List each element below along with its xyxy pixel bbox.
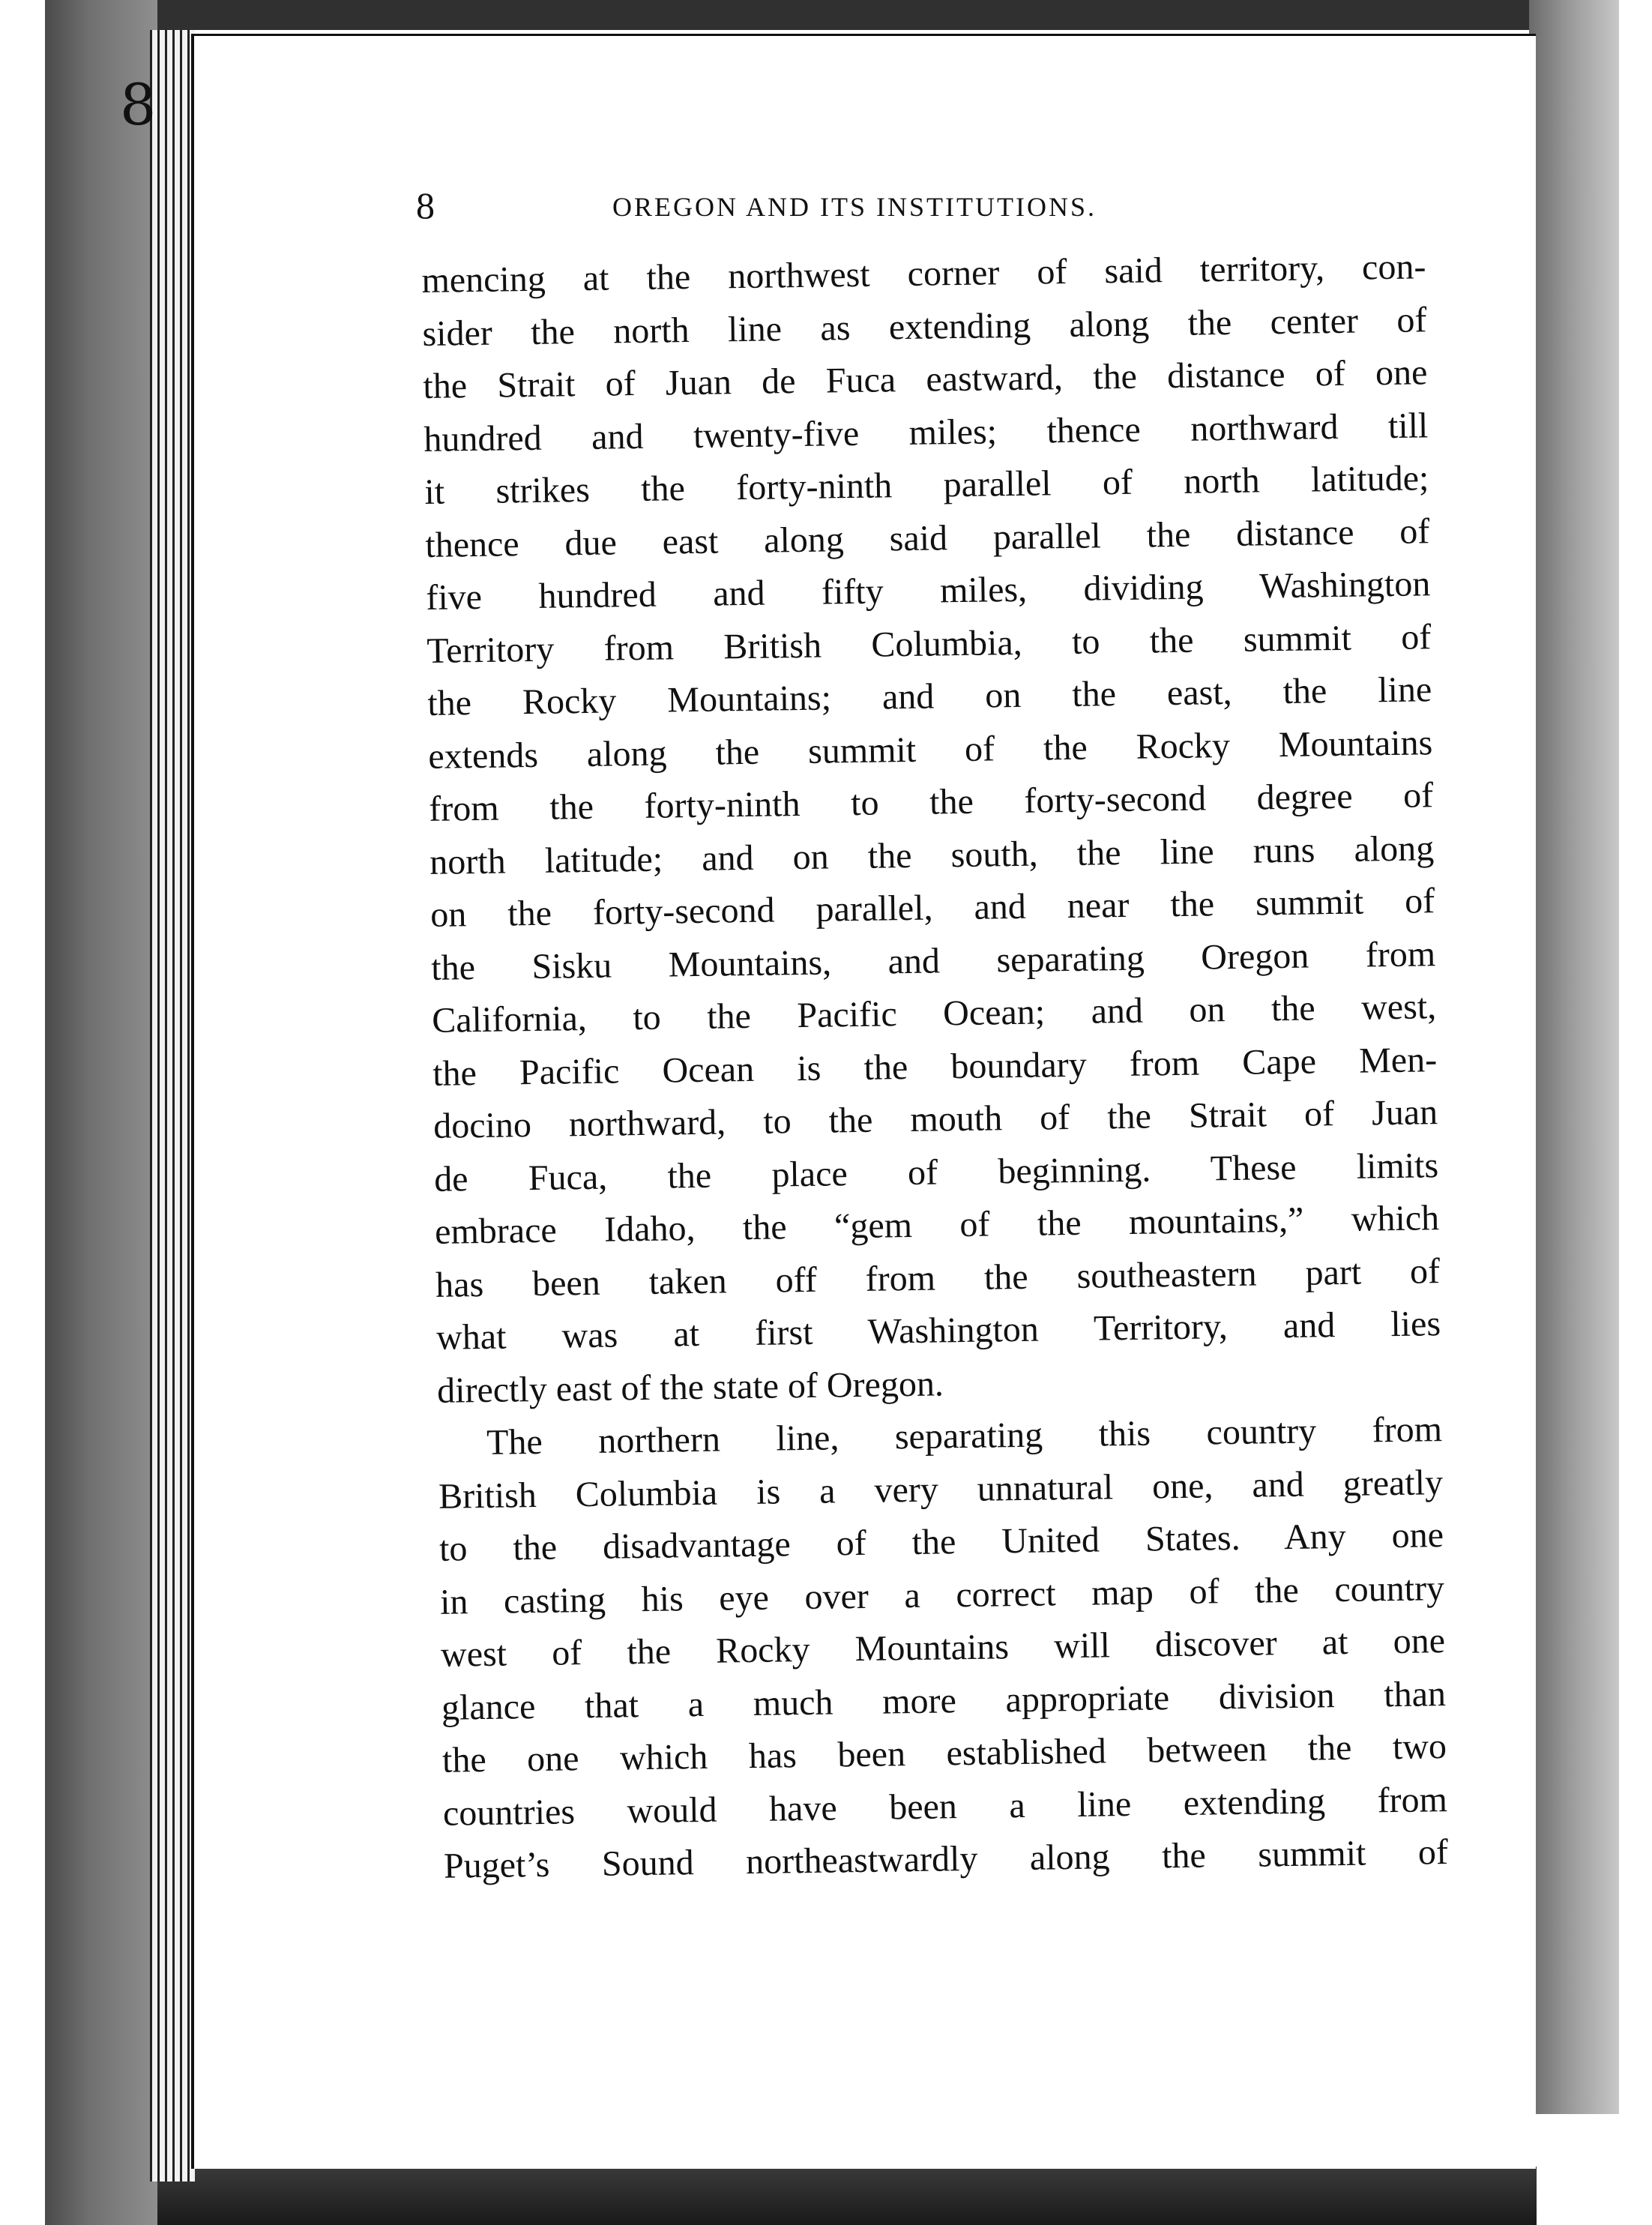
paragraph-1 — [421, 241, 1442, 1418]
text-line: de Fuca, the place of beginning. These limits — [433, 1145, 1439, 1199]
page-number: 8 — [416, 184, 435, 226]
scan-top-edge — [45, 0, 1537, 30]
text-line: to the disadvantage of the United States. Any one — [438, 1515, 1444, 1569]
page-leaf-edges — [150, 30, 195, 2182]
text-line: California, to the Pacific Ocean; and on the west, — [431, 987, 1437, 1041]
text-line: Puget’s Sound northeastwardly along the summit of — [443, 1832, 1449, 1886]
text-line: Territory from British Columbia, to the summit of — [426, 616, 1432, 671]
text-line: docino northward, to the mouth of the Strait of Juan — [432, 1092, 1438, 1146]
text-line: countries would have been a line extending from — [442, 1779, 1448, 1834]
text-line: west of the Rocky Mountains will discover at one — [440, 1621, 1446, 1675]
body-text — [421, 241, 1448, 1893]
text-line: five hundred and fifty miles, dividing Washington — [426, 564, 1431, 618]
text-line: embrace Idaho, the “gem of the mountains,” which — [434, 1198, 1440, 1252]
text-line: the Sisku Mountains, and separating Oregon from — [430, 933, 1436, 988]
text-line: it strikes the forty-ninth parallel of north latitude; — [424, 458, 1429, 512]
paragraph-2 — [438, 1403, 1449, 1893]
text-line: directly east of the state of Oregon. — [436, 1363, 944, 1411]
text-line: The northern line, separating this country from — [486, 1409, 1443, 1463]
text-line: north latitude; and on the south, the line runs along — [429, 828, 1435, 882]
text-line: mencing at the northwest corner of said territory, con- — [421, 247, 1426, 301]
scan-bottom-edge — [157, 2167, 1537, 2225]
text-line: on the forty-second parallel, and near the summit of — [429, 881, 1435, 935]
text-line: the Rocky Mountains; and on the east, the line — [426, 669, 1432, 723]
text-line: extends along the summit of the Rocky Mountains — [427, 722, 1433, 777]
text-line: glance that a much more appropriate division than — [441, 1673, 1447, 1728]
margin-mark: 8 — [120, 71, 157, 138]
scan-left-edge — [45, 0, 157, 2225]
text-line: sider the north line as extending along the center of — [422, 299, 1427, 354]
text-line: British Columbia is a very unnatural one, and greatly — [438, 1462, 1444, 1517]
text-line: the one which has been established between the two — [441, 1726, 1447, 1780]
running-head — [416, 184, 1207, 229]
text-line: from the forty-ninth to the forty-second degree of — [428, 775, 1434, 829]
text-line: hundred and twenty-five miles; thence northward till — [423, 405, 1429, 460]
header-title: OREGON AND ITS INSTITUTIONS. — [612, 192, 1097, 222]
text-line: what was at first Washington Territory, and lies — [435, 1304, 1441, 1358]
text-line: has been taken off from the southeastern part of — [435, 1250, 1441, 1305]
text-line: in casting his eye over a correct map of the country — [439, 1568, 1445, 1622]
text-line: the Strait of Juan de Fuca eastward, the distance of one — [423, 352, 1428, 406]
text-line: thence due east along said parallel the distance of — [425, 511, 1430, 565]
text-line: the Pacific Ocean is the boundary from Cape Men- — [432, 1039, 1438, 1094]
scan-right-edge — [1529, 0, 1619, 2114]
